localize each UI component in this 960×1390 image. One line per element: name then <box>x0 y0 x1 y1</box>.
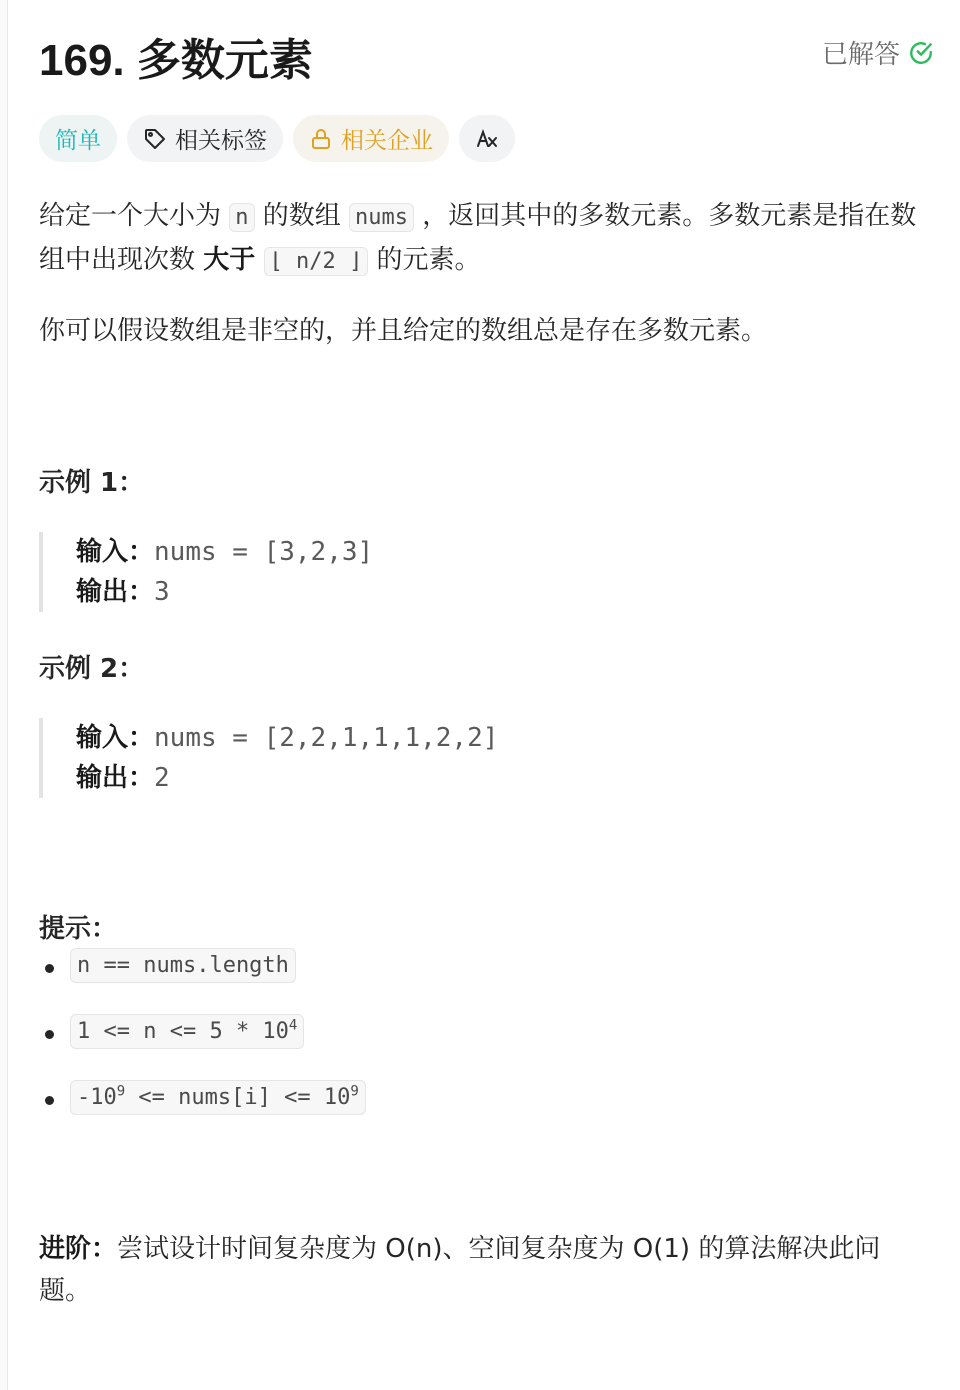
topics-tag-button[interactable] <box>127 115 283 162</box>
solved-status <box>822 34 934 71</box>
example-1-title: 示例 1： <box>39 468 145 498</box>
problem-description <box>39 0 934 1306</box>
constraint-text: <= nums[i] <= 10 <box>125 1085 351 1110</box>
follow-up-text: 尝试设计时间复杂度为 O(n)、空间复杂度为 O(1) 的算法解决此问题。 <box>39 1234 881 1306</box>
translate-icon <box>475 127 499 151</box>
constraint-sup: 9 <box>116 1083 126 1100</box>
panel-left-border <box>0 0 8 1390</box>
input-label: 输入： <box>76 537 155 567</box>
difficulty-label: 简单 <box>55 128 101 154</box>
constraint-code <box>70 1014 304 1049</box>
code-nums: nums <box>349 203 414 232</box>
bold-greater: 大于 <box>203 245 256 275</box>
code-n: n <box>229 203 254 232</box>
desc-text: 的元素。 <box>368 245 481 275</box>
code-floor: ⌊ n/2 ⌋ <box>264 247 369 276</box>
problem-title[interactable]: 169. 多数元素 <box>39 36 313 85</box>
follow-up <box>39 1228 919 1312</box>
lock-icon <box>309 127 333 151</box>
topics-label: 相关标签 <box>175 128 267 154</box>
desc-text: 给定一个大小为 <box>39 201 230 231</box>
list-item <box>39 1080 366 1146</box>
input-label: 输入： <box>76 723 155 753</box>
constraint-text: 1 <= n <= 5 * 10 <box>77 1019 289 1044</box>
difficulty-tag[interactable] <box>39 115 117 162</box>
constraint-text: -10 <box>77 1085 117 1110</box>
constraint-sup: 4 <box>288 1017 298 1034</box>
example-output: 2 <box>154 763 170 793</box>
desc-text: 的数组 <box>254 201 350 231</box>
constraint-sup: 9 <box>350 1083 359 1100</box>
example-input: nums = [2,2,1,1,1,2,2] <box>154 723 499 753</box>
constraints-title: 提示： <box>39 914 118 944</box>
output-label: 输出： <box>76 763 155 793</box>
description-paragraph-2: 你可以假设数组是非空的，并且给定的数组总是存在多数元素。 <box>39 316 768 346</box>
companies-label: 相关企业 <box>341 128 433 154</box>
example-input: nums = [3,2,3] <box>154 537 374 567</box>
check-circle-icon <box>908 40 934 66</box>
companies-tag-button[interactable] <box>293 115 449 162</box>
solved-label: 已解答 <box>821 40 900 70</box>
tag-icon <box>143 127 167 151</box>
constraint-code <box>70 1080 366 1115</box>
list-item <box>39 1014 366 1080</box>
tag-row <box>39 115 515 162</box>
example-2-title: 示例 2： <box>39 654 145 684</box>
list-item <box>39 948 366 1014</box>
translate-button[interactable] <box>459 115 515 162</box>
example-1-block <box>39 532 373 612</box>
problem-header <box>39 0 934 100</box>
description-paragraph-1 <box>39 195 934 283</box>
desc-text: ，返回其中的多数元素。多数元素是指在数组中出现次数 <box>39 201 917 275</box>
example-output: 3 <box>154 577 170 607</box>
output-label: 输出： <box>76 577 155 607</box>
constraints-list <box>39 948 366 1146</box>
constraint-code: n == nums.length <box>70 948 296 983</box>
example-2-block <box>39 718 498 798</box>
follow-up-label: 进阶： <box>39 1234 118 1264</box>
